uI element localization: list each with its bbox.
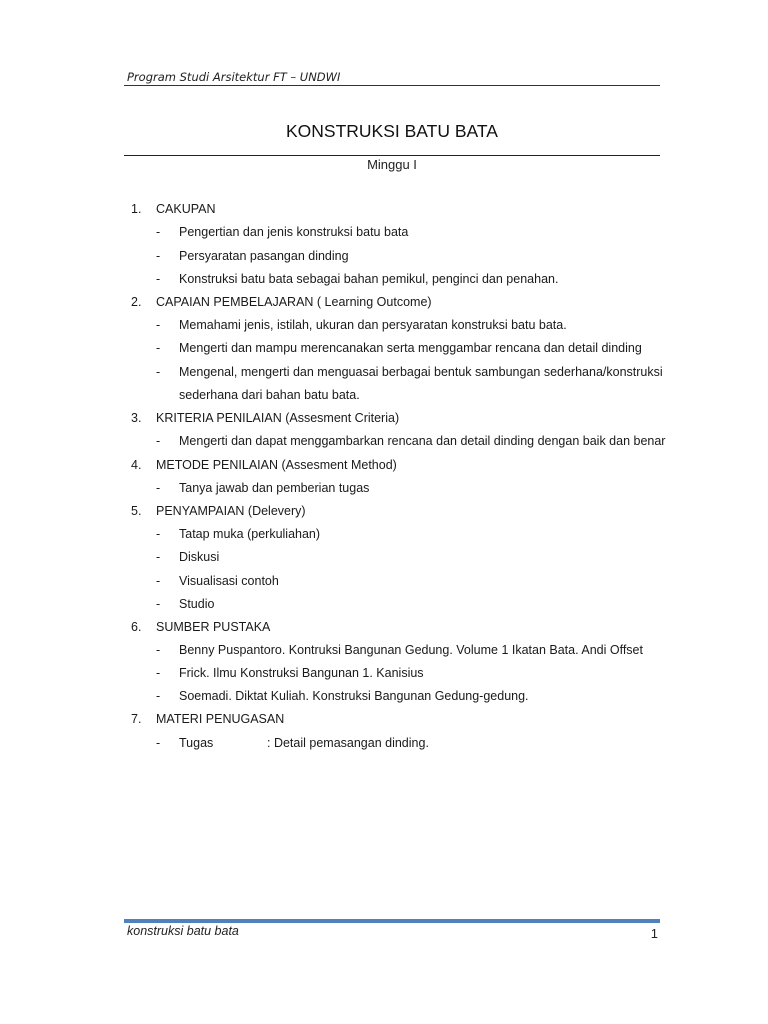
section-label: METODE PENILAIAN (Assesment Method) <box>156 458 397 472</box>
section-label: PENYAMPAIAN (Delevery) <box>156 504 306 518</box>
bullet-dash: - <box>156 574 161 588</box>
bullet-dash: - <box>156 666 161 680</box>
section-number: 7. <box>131 712 142 726</box>
list-item-text: Pengertian dan jenis konstruksi batu bata <box>179 225 409 239</box>
list-item-text: Soemadi. Diktat Kuliah. Konstruksi Bangunan Gedung-gedung. <box>179 689 529 703</box>
list-item-text: Konstruksi batu bata sebagai bahan pemikul, penginci dan penahan. <box>179 272 559 286</box>
list-item-value: : Detail pemasangan dinding. <box>267 736 429 750</box>
bullet-dash: - <box>156 272 161 286</box>
title-divider <box>124 155 660 156</box>
list-item-text: Tugas <box>179 736 214 750</box>
list-item-text: Mengenal, mengerti dan menguasai berbagai bentuk sambungan sederhana/konstruksi <box>179 365 663 379</box>
list-item-text: Frick. Ilmu Konstruksi Bangunan 1. Kanisius <box>179 666 424 680</box>
section-number: 6. <box>131 620 142 634</box>
footer-divider <box>124 919 660 923</box>
bullet-dash: - <box>156 365 161 379</box>
bullet-dash: - <box>156 643 161 657</box>
page-number: 1 <box>650 926 658 941</box>
section-label: CAKUPAN <box>156 202 216 216</box>
list-item-text: Mengerti dan mampu merencanakan serta menggambar rencana dan detail dinding <box>179 341 642 355</box>
bullet-dash: - <box>156 249 161 263</box>
list-item-text: Visualisasi contoh <box>179 574 279 588</box>
list-item-text: Diskusi <box>179 550 220 564</box>
bullet-dash: - <box>156 318 161 332</box>
page-footer-text: konstruksi batu bata <box>127 924 239 938</box>
bullet-dash: - <box>156 341 161 355</box>
bullet-dash: - <box>156 689 161 703</box>
list-item-text: Studio <box>179 597 215 611</box>
page-header-text: Program Studi Arsitektur FT – UNDWI <box>127 70 341 84</box>
bullet-dash: - <box>156 736 161 750</box>
list-item-text: Persyaratan pasangan dinding <box>179 249 349 263</box>
section-label: KRITERIA PENILAIAN (Assesment Criteria) <box>156 411 400 425</box>
list-item-text: sederhana dari bahan batu bata. <box>179 388 360 402</box>
section-label: SUMBER PUSTAKA <box>156 620 271 634</box>
section-number: 5. <box>131 504 142 518</box>
document-title: KONSTRUKSI BATU BATA <box>286 121 498 141</box>
section-number: 1. <box>131 202 142 216</box>
bullet-dash: - <box>156 527 161 541</box>
bullet-dash: - <box>156 225 161 239</box>
section-label: MATERI PENUGASAN <box>156 712 285 726</box>
list-item-text: Benny Puspantoro. Kontruksi Bangunan Gedung. Volume 1 Ikatan Bata. Andi Offset <box>179 643 643 657</box>
list-item-text: Tanya jawab dan pemberian tugas <box>179 481 370 495</box>
section-number: 3. <box>131 411 142 425</box>
header-divider <box>124 85 660 86</box>
section-number: 2. <box>131 295 142 309</box>
section-label: CAPAIAN PEMBELAJARAN ( Learning Outcome) <box>156 295 432 309</box>
section-number: 4. <box>131 458 142 472</box>
list-item-text: Mengerti dan dapat menggambarkan rencana dan detail dinding dengan baik dan benar <box>179 434 666 448</box>
document-subtitle: Minggu I <box>367 157 417 172</box>
bullet-dash: - <box>156 597 161 611</box>
bullet-dash: - <box>156 434 161 448</box>
bullet-dash: - <box>156 550 161 564</box>
list-item-text: Memahami jenis, istilah, ukuran dan persyaratan konstruksi batu bata. <box>179 318 567 332</box>
list-item-text: Tatap muka (perkuliahan) <box>179 527 321 541</box>
bullet-dash: - <box>156 481 161 495</box>
